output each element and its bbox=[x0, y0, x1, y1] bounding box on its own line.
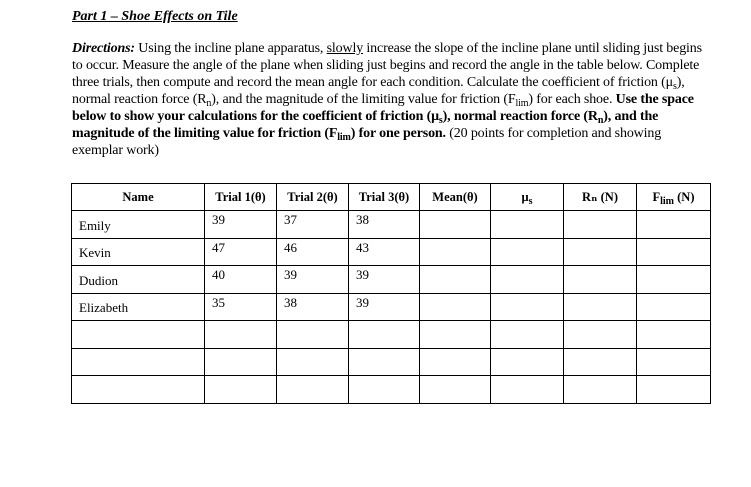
table-row bbox=[72, 211, 711, 239]
directions-text: ) for each shoe. bbox=[528, 92, 616, 107]
empty-cell[interactable] bbox=[420, 321, 491, 349]
table-row-empty bbox=[72, 348, 711, 376]
trial2-cell[interactable]: 38 bbox=[277, 293, 349, 321]
flim-cell[interactable] bbox=[637, 266, 711, 294]
flim-cell[interactable] bbox=[637, 238, 711, 266]
slowly-underlined: slowly bbox=[326, 41, 364, 56]
empty-cell[interactable] bbox=[205, 321, 277, 349]
directions-text: Using the incline plane apparatus, bbox=[134, 41, 327, 56]
empty-cell[interactable] bbox=[205, 348, 277, 376]
mean-cell[interactable] bbox=[420, 266, 491, 294]
empty-cell[interactable] bbox=[564, 376, 637, 404]
directions-bold-instruction: Use the space below to show your calculations for the coefficient of friction $(\mu_s)$, normal reaction force $(R_n)$, and the magnitude of the limiting value for friction $(F_{lim})$ for one person. bbox=[72, 92, 694, 143]
mu-cell[interactable] bbox=[491, 293, 564, 321]
trial3-cell[interactable]: 43 bbox=[349, 238, 420, 266]
directions-paragraph bbox=[72, 40, 704, 159]
empty-cell[interactable] bbox=[349, 376, 420, 404]
rn-cell[interactable] bbox=[564, 238, 637, 266]
name-cell[interactable]: Dudion bbox=[72, 266, 205, 294]
flim-cell[interactable] bbox=[637, 293, 711, 321]
flim-cell[interactable] bbox=[637, 211, 711, 239]
header-trial-2: Trial 2(θ) bbox=[277, 184, 349, 211]
header-name: Name bbox=[72, 184, 205, 211]
empty-cell[interactable] bbox=[72, 321, 205, 349]
table-row bbox=[72, 293, 711, 321]
trial2-cell[interactable]: 37 bbox=[277, 211, 349, 239]
empty-cell[interactable] bbox=[564, 321, 637, 349]
empty-cell[interactable] bbox=[637, 321, 711, 349]
empty-cell[interactable] bbox=[72, 376, 205, 404]
name-cell[interactable]: Kevin bbox=[72, 238, 205, 266]
trial3-cell[interactable]: 38 bbox=[349, 211, 420, 239]
empty-cell[interactable] bbox=[564, 348, 637, 376]
rn-cell[interactable] bbox=[564, 211, 637, 239]
trial3-cell[interactable]: 39 bbox=[349, 266, 420, 294]
trial3-cell[interactable]: 39 bbox=[349, 293, 420, 321]
empty-cell[interactable] bbox=[205, 376, 277, 404]
trial2-cell[interactable]: 39 bbox=[277, 266, 349, 294]
table-row-empty bbox=[72, 321, 711, 349]
directions-text: (20 points for completion and showing exemplar work) bbox=[72, 126, 662, 158]
name-cell[interactable]: Elizabeth bbox=[72, 293, 205, 321]
header-mean: Mean(θ) bbox=[420, 184, 491, 211]
rn-cell[interactable] bbox=[564, 266, 637, 294]
header-mu-s: $\mu_s$ bbox=[491, 184, 564, 211]
mean-cell[interactable] bbox=[420, 238, 491, 266]
mu-cell[interactable] bbox=[491, 266, 564, 294]
empty-cell[interactable] bbox=[277, 348, 349, 376]
directions-text: ), normal reaction force (R bbox=[72, 75, 685, 107]
empty-cell[interactable] bbox=[491, 376, 564, 404]
mu-cell[interactable] bbox=[491, 211, 564, 239]
empty-cell[interactable] bbox=[420, 376, 491, 404]
empty-cell[interactable] bbox=[277, 321, 349, 349]
header-rn: Rₙ (N) bbox=[564, 184, 637, 211]
empty-cell[interactable] bbox=[637, 376, 711, 404]
results-table bbox=[71, 183, 711, 404]
empty-cell[interactable] bbox=[72, 348, 205, 376]
empty-cell[interactable] bbox=[420, 348, 491, 376]
trial1-cell[interactable]: 47 bbox=[205, 238, 277, 266]
header-row bbox=[72, 184, 711, 211]
empty-cell[interactable] bbox=[349, 348, 420, 376]
subscript: lim bbox=[515, 98, 529, 109]
directions-text: ), and the magnitude of the limiting value for friction (F bbox=[211, 92, 516, 107]
header-trial-1: Trial 1(θ) bbox=[205, 184, 277, 211]
trial2-cell[interactable]: 46 bbox=[277, 238, 349, 266]
mean-cell[interactable] bbox=[420, 293, 491, 321]
page-title: Part 1 – Shoe Effects on Tile bbox=[72, 9, 238, 24]
empty-cell[interactable] bbox=[491, 348, 564, 376]
subscript: n bbox=[206, 98, 212, 109]
header-trial-3: Trial 3(θ) bbox=[349, 184, 420, 211]
mu-cell[interactable] bbox=[491, 238, 564, 266]
directions-label: Directions: bbox=[72, 41, 135, 56]
empty-cell[interactable] bbox=[349, 321, 420, 349]
empty-cell[interactable] bbox=[277, 376, 349, 404]
trial1-cell[interactable]: 35 bbox=[205, 293, 277, 321]
header-flim: $F_{lim}$ (N) bbox=[637, 184, 711, 211]
trial1-cell[interactable]: 39 bbox=[205, 211, 277, 239]
table-row-empty bbox=[72, 376, 711, 404]
mean-cell[interactable] bbox=[420, 211, 491, 239]
table-row bbox=[72, 266, 711, 294]
name-cell[interactable]: Emily bbox=[72, 211, 205, 239]
table-row bbox=[72, 238, 711, 266]
directions-text: increase the slope of the incline plane until sliding just begins to occur. Measure the angle of the plane when sliding just begins and record the angle in the table below. Complete three trials, then compute and record the mean angle for each condition. Calculate the coefficient of friction (μ bbox=[72, 41, 702, 90]
empty-cell[interactable] bbox=[491, 321, 564, 349]
subscript: s bbox=[673, 81, 677, 92]
trial1-cell[interactable]: 40 bbox=[205, 266, 277, 294]
rn-cell[interactable] bbox=[564, 293, 637, 321]
empty-cell[interactable] bbox=[637, 348, 711, 376]
